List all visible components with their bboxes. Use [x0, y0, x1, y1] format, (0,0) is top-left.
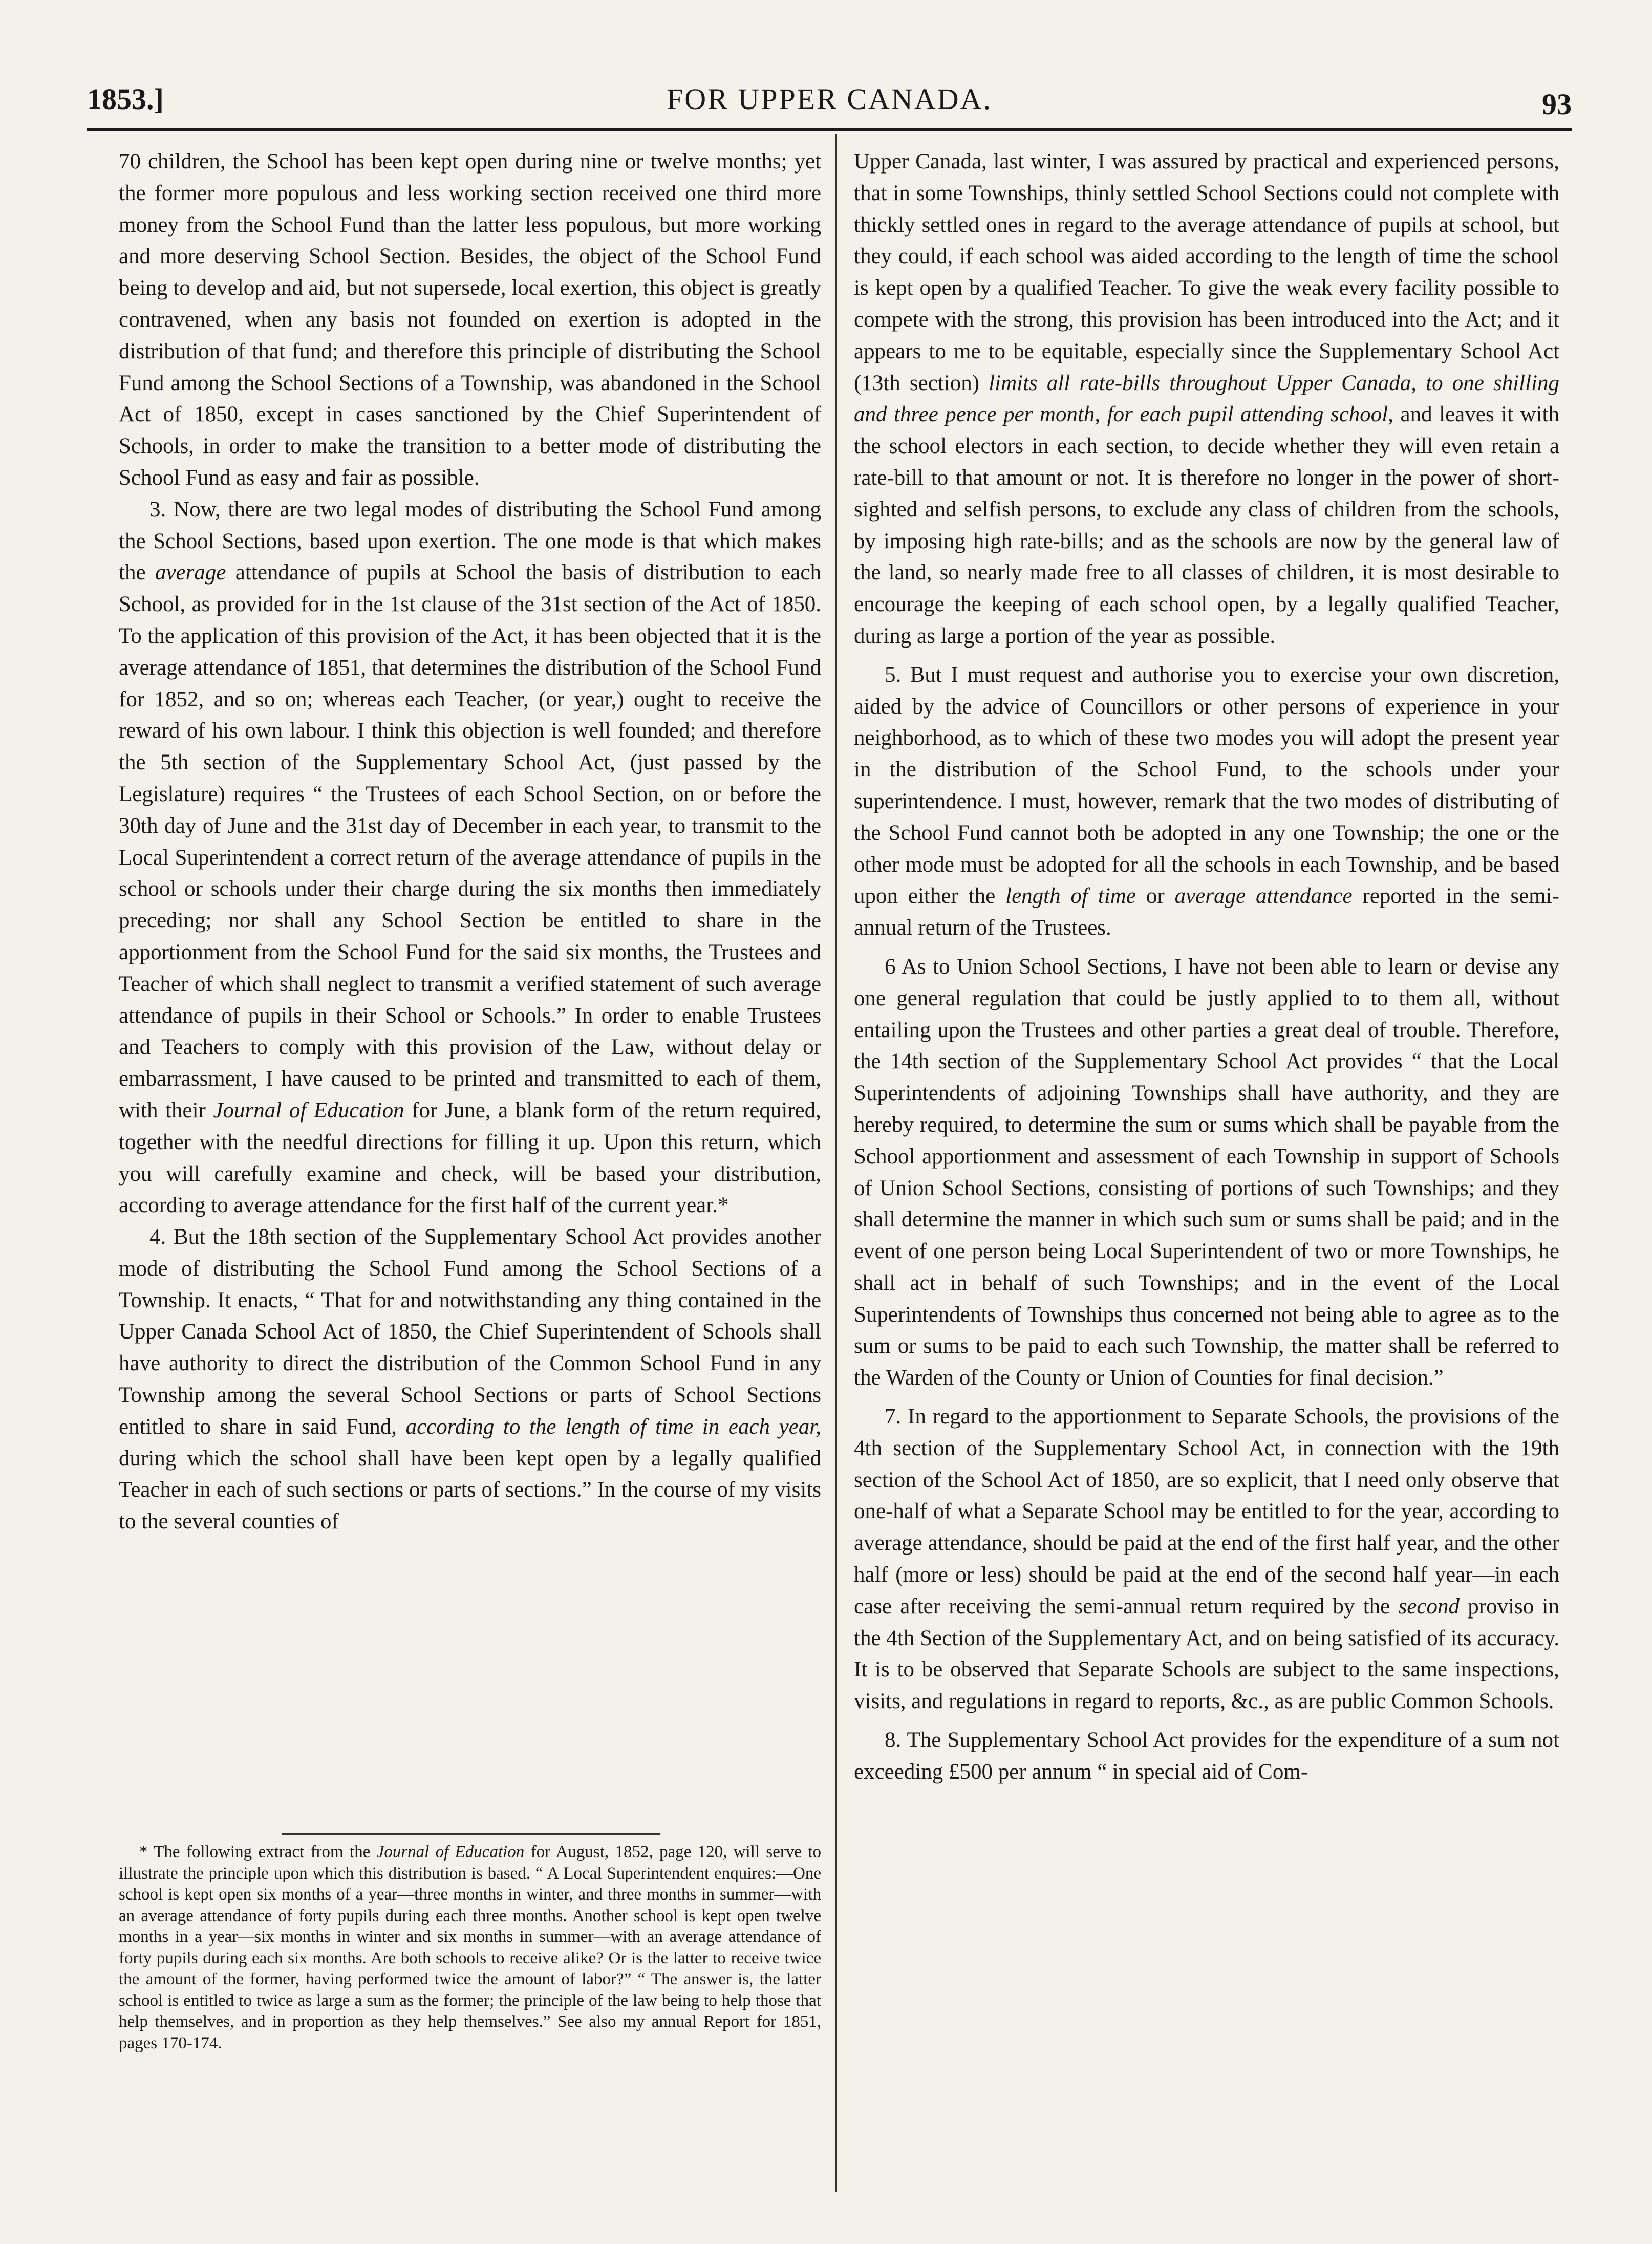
header-title: FOR UPPER CANADA.: [667, 82, 992, 116]
header-year: 1853.]: [87, 82, 164, 116]
left-column: [119, 146, 821, 1538]
right-column: [854, 146, 1559, 1788]
paragraph: Upper Canada, last winter, I was assured by practical and experienced persons, that in some Townships, thinly settled School Sections could not complete with thickly settled ones in regard to the average attendance of pupils at school, but they could, if each school was aided according to the length of time the school is kept open by a qualified Teacher. To give the weak every facility possible to compete with the strong, this provision has been introduced into the Act; and it appears to me to be equitable, especially since the Supplementary School Act (13th section) limits all rate-bills throughout Upper Canada, to one shilling and three pence per month, for each pupil attending school, and leaves it with the school electors in each section, to decide whether they will even retain a rate-bill to that amount or not. It is therefore no longer in the power of short-sighted and selfish persons, to exclude any class of children from the schools, by imposing high rate-bills; and as the schools are now by the general law of the land, so nearly made free to all classes of children, it is most desirable to encourage the keeping of each school open, by a legally qualified Teacher, during as large a portion of the year as possible.: [854, 149, 1559, 648]
paragraph-6: 6 As to Union School Sections, I have not been able to learn or devise any one general regulation that could be justly applied to to them all, without entailing upon the Trustees and other parties a great deal of trouble. Therefore, the 14th section of the Supplementary School Act provides “ that the Local Superintendents of adjoining Townships shall have authority, and they are hereby required, to determine the sum or sums which shall be payable from the School apportionment and assessment of each Township in support of Schools of Union School Sections, consisting of portions of such Townships; and they shall determine the manner in which such sum or sums shall be paid; and in the event of one person being Local Superintendent of two or more Townships, he shall act in behalf of such Townships; and in the event of the Local Superintendents of Townships thus concerned not being able to agree as to the sum or sums to be paid to each such Township, the matter shall be referred to the Warden of the County or Union of Counties for final decision.”: [854, 954, 1559, 1390]
page-header: [87, 77, 1572, 123]
footnote-rule: [282, 1833, 660, 1835]
paragraph-7: 7. In regard to the apportionment to Separate Schools, the provisions of the 4th section of the Supplementary School Act, in connection with the 19th section of the School Act of 1850, are so explicit, that I need only observe that one-half of what a Separate School may be entitled to for the year, according to average attendance, should be paid at the end of the first half year, and the other half (more or less) should be paid at the end of the second half year—in each case after receiving the semi-annual return required by the second proviso in the 4th Section of the Supplementary Act, and on being satisfied of its accuracy. It is to be observed that Separate Schools are subject to the same inspections, visits, and regulations in regard to reports, &c., as are public Common Schools.: [854, 1405, 1559, 1714]
paragraph-8: 8. The Supplementary School Act provides for the expenditure of a sum not exceeding £500 per annum “ in special aid of Com-: [854, 1728, 1559, 1784]
page-number: 93: [1542, 88, 1572, 121]
header-rule: [87, 128, 1572, 131]
column-divider: [835, 134, 837, 2192]
footnote: * The following extract from the Journal of Education for August, 1852, page 120, will serve to illustrate the principle upon which this distribution is based. “ A Local Superintendent enquires:—One school is kept open six months of a year—three months in winter, and three months in summer—with an average attendance of forty pupils during each three months. Another school is kept open twelve months in a year—six months in winter and six months in summer—with an average attendance of forty pupils during each six months. Are both schools to receive alike? Or is the latter to receive twice the amount of the former, having performed twice the amount of labor?” “ The answer is, the latter school is entitled to twice as large a sum as the former; the principle of the law being to help those that help themselves, and in proportion as they help themselves.” See also my annual Report for 1851, pages 170-174.: [119, 1843, 821, 2053]
paragraph: 70 children, the School has been kept open during nine or twelve months; yet the former more populous and less working section received one third more money from the School Fund than the latter less populous, but more working and more deserving School Section. Besides, the object of the School Fund being to develop and aid, but not supersede, local exertion, this object is greatly contravened, when any basis not founded on exertion is adopted in the distribution of that fund; and therefore this principle of distributing the School Fund among the School Sections of a Township, was abandoned in the School Act of 1850, except in cases sanctioned by the Chief Superintendent of Schools, in order to make the transition to a better mode of distributing the School Fund as easy and fair as possible.: [119, 149, 821, 490]
paragraph-4: 4. But the 18th section of the Supplementary School Act provides another mode of distributing the School Fund among the School Sections of a Township. It enacts, “ That for and notwithstanding any thing contained in the Upper Canada School Act of 1850, the Chief Superintendent of Schools shall have authority to direct the distribution of the Common School Fund in any Township among the several School Sections or parts of School Sections entitled to share in said Fund, according to the length of time in each year, during which the school shall have been kept open by a legally qualified Teacher in each of such sections or parts of sections.” In the course of my visits to the several counties of: [119, 1225, 821, 1534]
paragraph-3: 3. Now, there are two legal modes of distributing the School Fund among the School Sections, based upon exertion. The one mode is that which makes the average attendance of pupils at School the basis of distribution to each School, as provided for in the 1st clause of the 31st section of the Act of 1850. To the application of this provision of the Act, it has been objected that it is the average attendance of 1851, that determines the distribution of the School Fund for 1852, and so on; whereas each Teacher, (or year,) ought to receive the reward of his own labour. I think this objection is well founded; and therefore the 5th section of the Supplementary School Act, (just passed by the Legislature) requires “ the Trustees of each School Section, on or before the 30th day of June and the 31st day of December in each year, to transmit to the Local Superintendent a correct return of the average attendance of pupils in the school or schools under their charge during the six months then immediately preceding; nor shall any School Section be entitled to share in the apportionment from the School Fund for the said six months, the Trustees and Teacher of which shall neglect to transmit a verified statement of such average attendance of pupils in their School or Schools.” In order to enable Trustees and Teachers to comply with this provision of the Law, without delay or embarrassment, I have caused to be printed and transmitted to each of them, with their Journal of Education for June, a blank form of the return required, together with the needful directions for filling it up. Upon this return, which you will carefully examine and check, will be based your distribution, according to average attendance for the first half of the current year.*: [119, 497, 821, 1218]
paragraph-5: 5. But I must request and authorise you to exercise your own discretion, aided by the advice of Councillors or other persons of experience in your neighborhood, as to which of these two modes you will adopt the present year in the distribution of the School Fund, to the schools under your superintendence. I must, however, remark that the two modes of distributing of the School Fund cannot both be adopted in any one Township; the one or the other mode must be adopted for all the schools in each Township, and be based upon either the length of time or average attendance reported in the semi-annual return of the Trustees.: [854, 662, 1559, 940]
